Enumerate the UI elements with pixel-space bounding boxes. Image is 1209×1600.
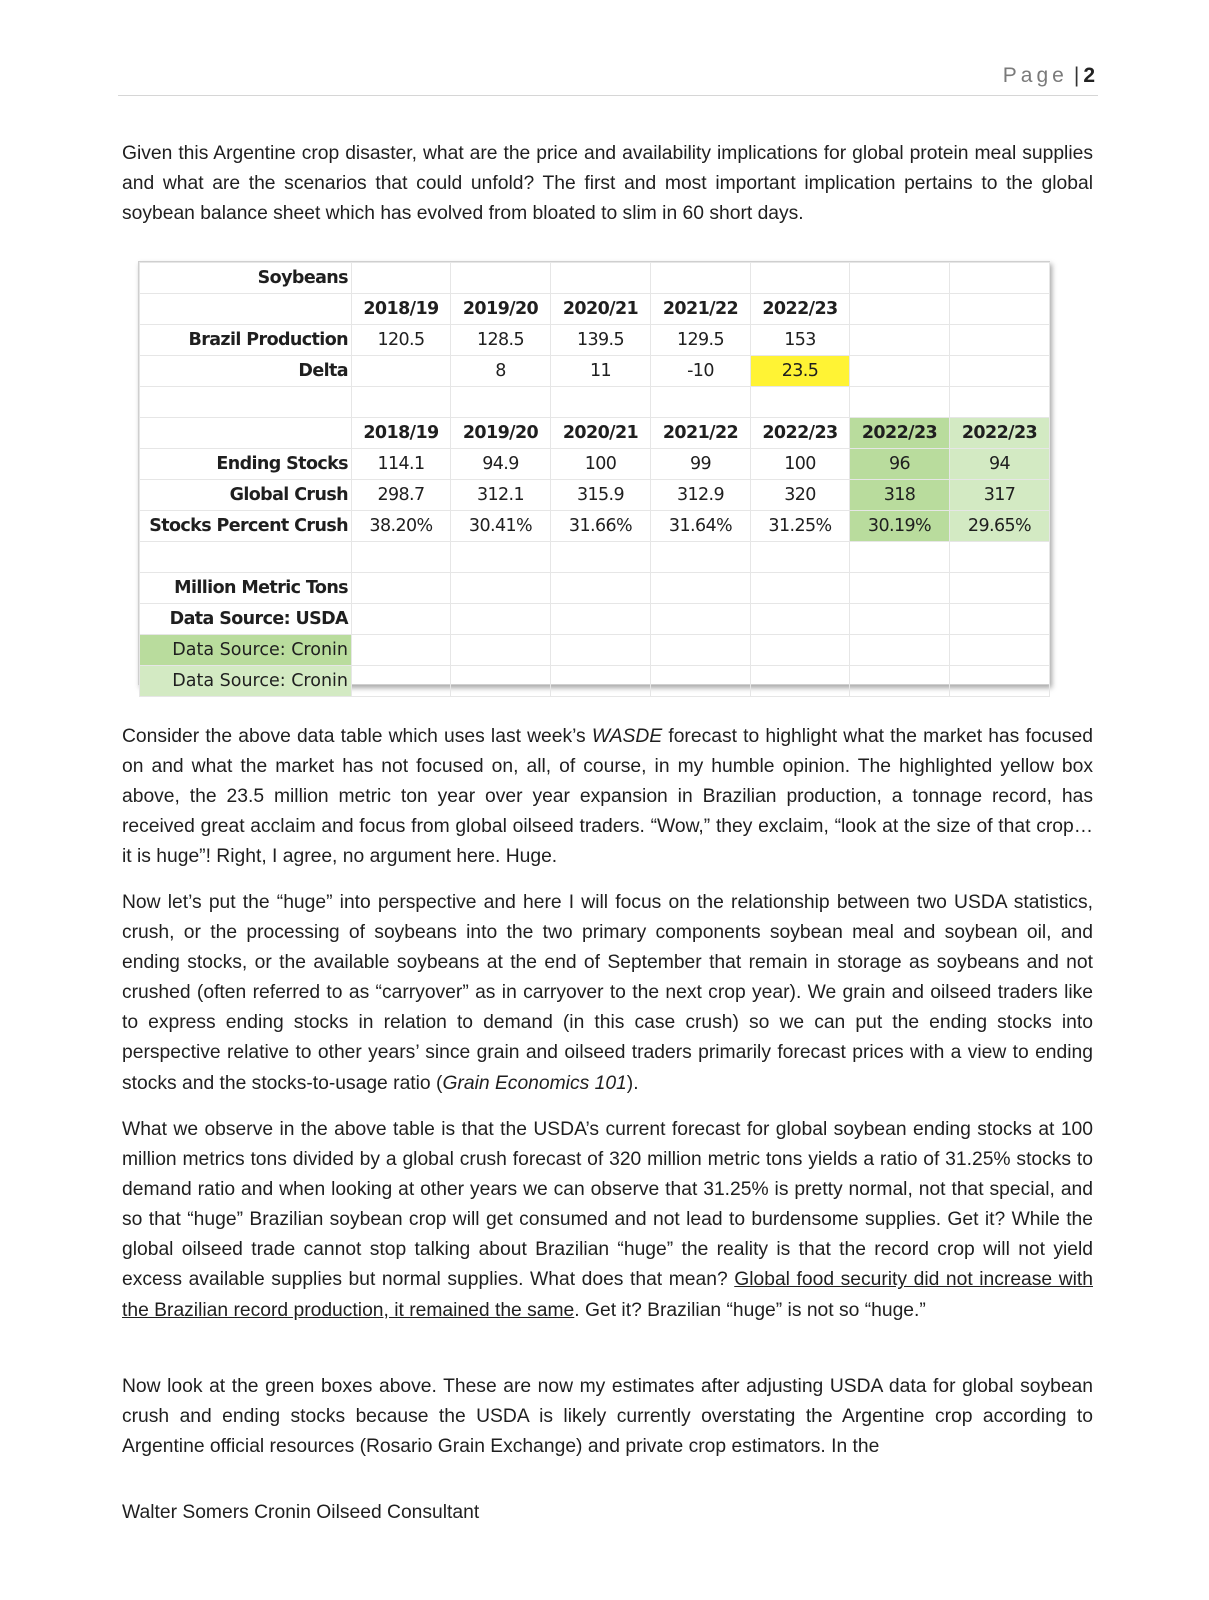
estimate-year-header: 2022/23	[850, 418, 950, 449]
table-cell: 120.5	[352, 325, 451, 356]
table-cell: 30.41%	[451, 511, 551, 542]
table-row	[140, 573, 1050, 604]
year-header: 2018/19	[352, 418, 451, 449]
underlined-statement: Global food security did not increase with the Brazilian record production, it remained the same	[122, 1269, 1093, 1321]
table-cell: 31.25%	[751, 511, 850, 542]
stocks-percent-crush-label: Stocks Percent Crush	[140, 511, 352, 542]
table-cell: 11	[551, 356, 651, 387]
ending-stocks-label: Ending Stocks	[140, 449, 352, 480]
estimate-cell: 318	[850, 480, 950, 511]
body-paragraph: What we observe in the above table is that the USDA’s current forecast for global soybean ending stocks at 100 million metrics tons divided by a global crush forecast of 320 million metric tons yields a ratio of 31.25% stocks to demand ratio and when looking at other years we can observe that 31.25% is pretty normal, not that special, and so that “huge” Brazilian soybean crop will get consumed and not lead to burdensome supplies. Get it? While the global oilseed trade cannot stop talking about Brazilian “huge” the reality is that the record crop will not yield excess available supplies but normal supplies. What does that mean? Global food security did not increase with the Brazilian record production, it remained the same. Get it? Brazilian “huge” is not so “huge.”	[122, 1119, 1093, 1321]
delta-label: Delta	[140, 356, 352, 387]
estimate-cell: 317	[950, 480, 1050, 511]
estimate-cell: 94	[950, 449, 1050, 480]
table-cell: 31.64%	[651, 511, 751, 542]
table-row	[140, 666, 1050, 697]
year-header: 2020/21	[551, 294, 651, 325]
table-row	[140, 418, 1050, 449]
table-cell: 139.5	[551, 325, 651, 356]
year-header: 2021/22	[651, 418, 751, 449]
table-row	[140, 480, 1050, 511]
table-cell: 320	[751, 480, 850, 511]
year-header: 2019/20	[451, 294, 551, 325]
table-cell	[352, 356, 451, 387]
year-header: 2020/21	[551, 418, 651, 449]
highlighted-delta-cell: 23.5	[751, 356, 850, 387]
units-label: Million Metric Tons	[140, 573, 352, 604]
table-row	[140, 604, 1050, 635]
estimate-cell: 29.65%	[950, 511, 1050, 542]
table-row	[140, 449, 1050, 480]
table-cell: 128.5	[451, 325, 551, 356]
table-row	[140, 387, 1050, 418]
cronin-source-label: Data Source: Cronin	[140, 666, 352, 697]
global-crush-label: Global Crush	[140, 480, 352, 511]
table-cell: 315.9	[551, 480, 651, 511]
year-header: 2018/19	[352, 294, 451, 325]
table-cell: 153	[751, 325, 850, 356]
usda-source-label: Data Source: USDA	[140, 604, 352, 635]
body-paragraph: Consider the above data table which uses last week’s WASDE forecast to highlight what the market has focused on and what the market has not focused on, all, of course, in my humble opinion. The highlighted yellow box above, the 23.5 million metric ton year over year expansion in Brazilian production, a tonnage record, has received great acclaim and focus from global oilseed traders. “Wow,” they exclaim, “look at the size of that crop…it is huge”! Right, I agree, no argument here. Huge.	[122, 726, 1093, 868]
table-cell: 312.9	[651, 480, 751, 511]
wasde-term: WASDE	[591, 726, 663, 747]
intro-paragraph: Given this Argentine crop disaster, what are the price and availability implications for global protein meal supplies and what are the scenarios that could unfold? The first and most important implication pertains to the global soybean balance sheet which has evolved from bloated to slim in 60 short days.	[122, 143, 1093, 225]
table-cell: 298.7	[352, 480, 451, 511]
table-row	[140, 263, 1050, 294]
page-label: Page	[1002, 64, 1068, 87]
table-cell: 31.66%	[551, 511, 651, 542]
year-header: 2022/23	[751, 418, 850, 449]
grain-economics-term: Grain Economics 101	[442, 1072, 627, 1094]
page-header	[1003, 64, 1095, 88]
table-cell: -10	[651, 356, 751, 387]
table-cell: 99	[651, 449, 751, 480]
table-cell: 129.5	[651, 325, 751, 356]
table-cell: 100	[751, 449, 850, 480]
page-number: 2	[1083, 64, 1095, 87]
body-paragraph: Now look at the green boxes above. These are now my estimates after adjusting USDA data for global soybean crush and ending stocks because the USDA is likely currently overstating the Argentine crop according to Argentine official resources (Rosario Grain Exchange) and private crop estimators. In the	[122, 1376, 1093, 1458]
estimate-cell: 30.19%	[850, 511, 950, 542]
page-separator: |	[1073, 64, 1080, 87]
year-header: 2021/22	[651, 294, 751, 325]
table-cell: 114.1	[352, 449, 451, 480]
table-row	[140, 325, 1050, 356]
table-row	[140, 635, 1050, 666]
table-row	[140, 356, 1050, 387]
cronin-source-label: Data Source: Cronin	[140, 635, 352, 666]
table-row	[140, 294, 1050, 325]
table-cell: 94.9	[451, 449, 551, 480]
estimate-year-header: 2022/23	[950, 418, 1050, 449]
table-cell: 312.1	[451, 480, 551, 511]
header-divider	[118, 95, 1098, 96]
soybean-data-table	[138, 261, 1050, 691]
table-row	[140, 511, 1050, 542]
table-cell: 8	[451, 356, 551, 387]
page-footer: Walter Somers Cronin Oilseed Consultant	[122, 1502, 480, 1523]
brazil-production-label: Brazil Production	[140, 325, 352, 356]
table-cell: 38.20%	[352, 511, 451, 542]
year-header: 2022/23	[751, 294, 850, 325]
body-paragraph: Now let’s put the “huge” into perspective and here I will focus on the relationship between two USDA statistics, crush, or the processing of soybeans into the two primary components soybean meal and soybean oil, and ending stocks, or the available soybeans at the end of September that remain in storage as soybeans and not crushed (often referred to as “carryover” as in carryover to the next crop year). We grain and oilseed traders like to express ending stocks in relation to demand (in this case crush) so we can put the ending stocks into perspective relative to other years’ since grain and oilseed traders primarily forecast prices with a view to ending stocks and the stocks-to-usage ratio (Grain Economics 101).	[122, 892, 1093, 1094]
table-title: Soybeans	[140, 263, 352, 294]
estimate-cell: 96	[850, 449, 950, 480]
year-header: 2019/20	[451, 418, 551, 449]
table-cell: 100	[551, 449, 651, 480]
table-row	[140, 542, 1050, 573]
